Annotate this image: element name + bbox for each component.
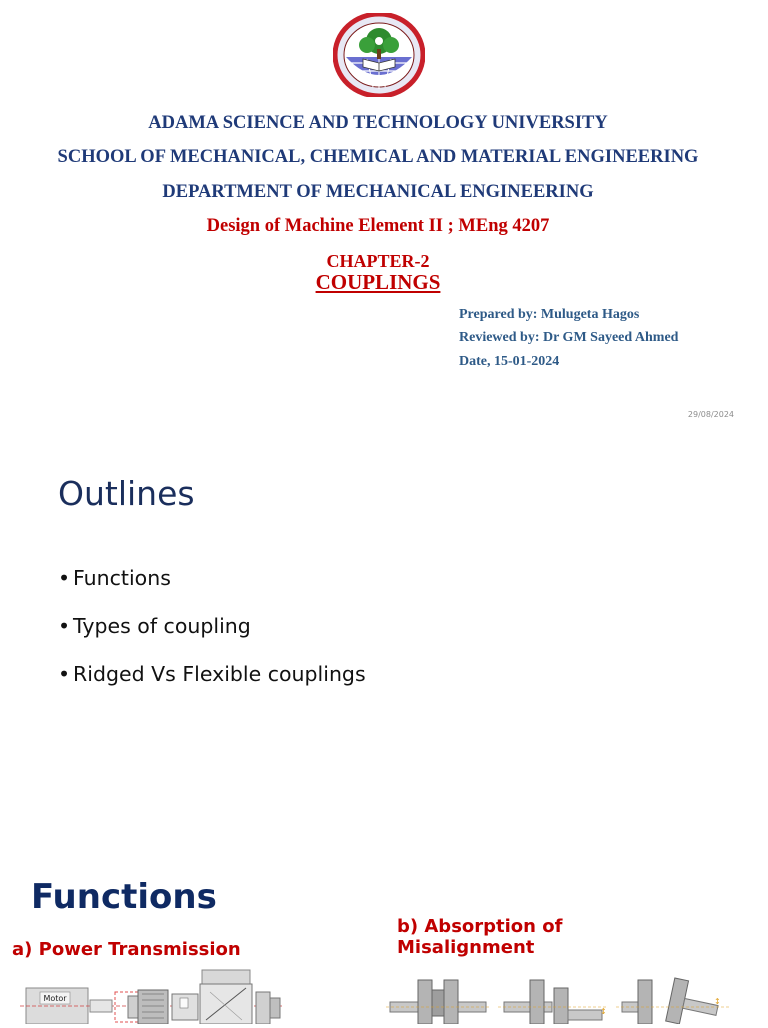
power-transmission-diagram (20, 968, 282, 1024)
prepared-date: Date, 15-01-2024 (459, 354, 560, 369)
functions-title: Functions (31, 877, 217, 917)
absorption-heading-line1: b) Absorption of (397, 916, 563, 937)
university-logo (333, 13, 425, 97)
absorption-heading-line2: Misalignment (397, 937, 535, 958)
chapter-topic: COUPLINGS (315, 270, 441, 294)
motor-label: Motor (43, 994, 67, 1003)
outline-item: • Functions (58, 566, 171, 590)
school-name: SCHOOL OF MECHANICAL, CHEMICAL AND MATERIAL ENGINEERING (57, 147, 699, 167)
angular-shafts-figure (616, 978, 730, 1024)
parallel-shafts-figure (386, 980, 490, 1024)
offset-shafts-figure (498, 980, 607, 1024)
power-transmission-heading: a) Power Transmission (12, 939, 241, 960)
slide-footer-date: 29/08/2024 (687, 410, 734, 419)
svg-text:↕: ↕ (714, 997, 721, 1006)
misalignment-diagram (386, 972, 734, 1024)
chapter-label: CHAPTER-2 (326, 251, 430, 271)
reviewed-by: Reviewed by: Dr GM Sayeed Ahmed (459, 330, 679, 345)
outline-item: • Ridged Vs Flexible couplings (58, 662, 366, 686)
course-title: Design of Machine Element II ; MEng 4207 (206, 216, 550, 236)
university-name: ADAMA SCIENCE AND TECHNOLOGY UNIVERSITY (148, 113, 608, 133)
svg-text:↕: ↕ (600, 1007, 607, 1016)
outlines-title: Outlines (58, 474, 195, 513)
outline-item: • Types of coupling (58, 614, 251, 638)
department-name: DEPARTMENT OF MECHANICAL ENGINEERING (162, 182, 594, 202)
prepared-by: Prepared by: Mulugeta Hagos (459, 307, 640, 322)
